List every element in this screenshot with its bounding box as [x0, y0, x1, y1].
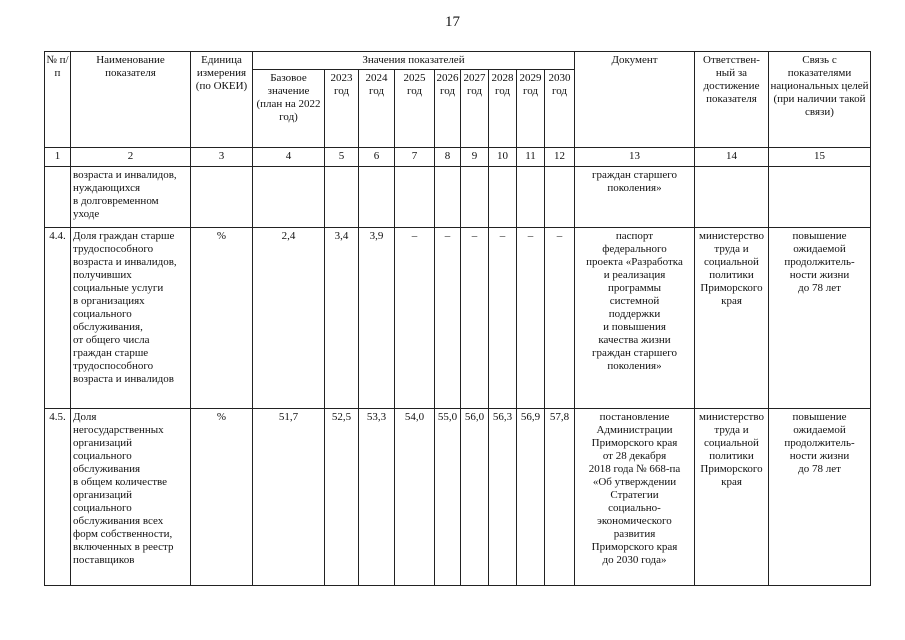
row-2025: 54,0 — [395, 409, 435, 586]
header-2024: 2024 год — [359, 70, 395, 148]
row-document: граждан старшего поколения» — [575, 167, 695, 228]
row-2029: – — [517, 228, 545, 409]
header-2027: 2027 год — [461, 70, 489, 148]
column-number: 3 — [191, 148, 253, 167]
row-2026: 55,0 — [435, 409, 461, 586]
row-2029: 56,9 — [517, 409, 545, 586]
header-values-group: Значения показателей — [253, 52, 575, 70]
row-document: паспорт федерального проекта «Разработка и реализация программы системной поддержки и повышения качества жизни граждан старшего поколения» — [575, 228, 695, 409]
row-link: повышение ожидаемой продолжитель- ности жизни до 78 лет — [769, 228, 871, 409]
row-2023: 3,4 — [325, 228, 359, 409]
header-link: Связь с показателями национальных целей (при наличии такой связи) — [769, 52, 871, 148]
header-2028: 2028 год — [489, 70, 517, 148]
column-number: 6 — [359, 148, 395, 167]
row-2024: 53,3 — [359, 409, 395, 586]
row-link: повышение ожидаемой продолжитель- ности жизни до 78 лет — [769, 409, 871, 586]
header-2030: 2030 год — [545, 70, 575, 148]
row-2024: 3,9 — [359, 228, 395, 409]
row-name: возраста и инвалидов, нуждающихся в долговременном уходе — [71, 167, 191, 228]
header-2029: 2029 год — [517, 70, 545, 148]
column-numbers-row — [45, 148, 871, 167]
row-link — [769, 167, 871, 228]
header-2026: 2026 год — [435, 70, 461, 148]
page-number: 17 — [445, 14, 460, 30]
column-number: 7 — [395, 148, 435, 167]
column-number: 8 — [435, 148, 461, 167]
row-base: 2,4 — [253, 228, 325, 409]
header-2023: 2023 год — [325, 70, 359, 148]
row-name: Доля негосударственных организаций социального обслуживания в общем количестве организаций социального обслуживания всех форм собственности, включенных в реестр поставщиков — [71, 409, 191, 586]
row-name: Доля граждан старше трудоспособного возраста и инвалидов, получивших социальные услуги в организациях социального обслуживания, от общего числа граждан старше трудоспособного возраста и инвалидов — [71, 228, 191, 409]
row-unit: % — [191, 409, 253, 586]
header-row-top — [45, 52, 871, 70]
row-2029 — [517, 167, 545, 228]
row-2027: 56,0 — [461, 409, 489, 586]
table-row — [45, 167, 871, 228]
row-2023 — [325, 167, 359, 228]
row-2026: – — [435, 228, 461, 409]
row-2030: 57,8 — [545, 409, 575, 586]
row-num — [45, 167, 71, 228]
header-unit: Единица измерения (по ОКЕИ) — [191, 52, 253, 148]
column-number: 14 — [695, 148, 769, 167]
column-number: 5 — [325, 148, 359, 167]
row-2026 — [435, 167, 461, 228]
row-2028: 56,3 — [489, 409, 517, 586]
row-unit: % — [191, 228, 253, 409]
row-2025: – — [395, 228, 435, 409]
row-unit — [191, 167, 253, 228]
row-2023: 52,5 — [325, 409, 359, 586]
row-num: 4.5. — [45, 409, 71, 586]
header-document: Документ — [575, 52, 695, 148]
table-row — [45, 409, 871, 586]
header-2025: 2025 год — [395, 70, 435, 148]
header-responsible: Ответствен-ный за достижение показателя — [695, 52, 769, 148]
row-2024 — [359, 167, 395, 228]
row-base — [253, 167, 325, 228]
column-number: 2 — [71, 148, 191, 167]
row-responsible: министерство труда и социальной политики Приморского края — [695, 228, 769, 409]
row-2030: – — [545, 228, 575, 409]
column-number: 12 — [545, 148, 575, 167]
column-number: 4 — [253, 148, 325, 167]
row-document: постановление Администрации Приморского края от 28 декабря 2018 года № 668-па «Об утверждении Стратегии социально- экономического развития Приморского края до 2030 года» — [575, 409, 695, 586]
column-number: 15 — [769, 148, 871, 167]
column-number: 11 — [517, 148, 545, 167]
row-2027: – — [461, 228, 489, 409]
header-base: Базовое значение (план на 2022 год) — [253, 70, 325, 148]
row-2027 — [461, 167, 489, 228]
row-2028 — [489, 167, 517, 228]
column-number: 13 — [575, 148, 695, 167]
indicators-table — [44, 51, 871, 586]
column-number: 9 — [461, 148, 489, 167]
header-name: Наименование показателя — [71, 52, 191, 148]
column-number: 10 — [489, 148, 517, 167]
row-2028: – — [489, 228, 517, 409]
column-number: 1 — [45, 148, 71, 167]
row-num: 4.4. — [45, 228, 71, 409]
row-base: 51,7 — [253, 409, 325, 586]
row-2030 — [545, 167, 575, 228]
header-num: № п/п — [45, 52, 71, 148]
row-2025 — [395, 167, 435, 228]
row-responsible: министерство труда и социальной политики Приморского края — [695, 409, 769, 586]
row-responsible — [695, 167, 769, 228]
table-row — [45, 228, 871, 409]
